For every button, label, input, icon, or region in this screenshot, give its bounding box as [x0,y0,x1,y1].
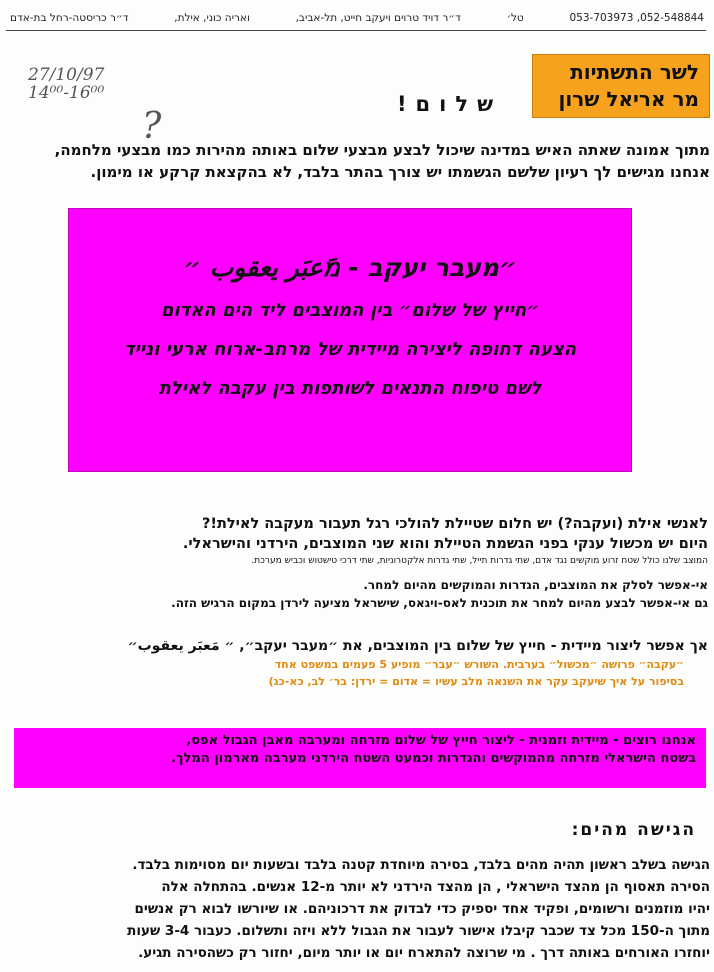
buffer-line-2: בשטח הישראלי מזרחה מהמוקשים והגדרות וכמעט השטח הירדני מערבה מארמון המלך. [171,751,696,766]
addressee-box [532,54,710,118]
approach-paragraph [8,854,710,964]
handwritten-time-line: 14⁰⁰-16⁰⁰ [28,83,105,103]
letterhead-names-3: ד״ר דויד טרוים ויעקב חייט, תל-אביב, [295,12,461,24]
approach-line-2: הסירה תאסוף הן מהצד הישראלי , הן מהצד הירדני לא יותר מ-12 אנשים. בהתחלה אלה [161,879,710,895]
dream-line-2: היום יש מכשול ענקי בפני הגשמת הטיילת והוא שני המוצבים, הירדני והישראלי. [182,536,708,552]
proposal-line-3: לשם טיפוח התנאים לשותפות בין עקבה לאילת [158,378,542,399]
greeting: שלום! [396,92,502,116]
buffer-line-1: אנחנו רוצים - מיידית וזמנית - ליצור חייץ של שלום מזרחה ומערבה מאבן הגבול אפס, [186,733,696,748]
approach-line-5: יוחזרו האורחים באותה דרך . מי שרוצה להתארח יום או יותר מיום, יחזור רק כשהסירה תגיע. [138,945,710,961]
proposal-title: ״מעבר יעקב - מَعبَر يعقوب ״ [183,253,517,282]
outpost-details: המוצב שלנו כולל שטח זרוע מוקשים נגד אדם, שתי גדרות תייל, שתי גדרות אלקטרוניות, שתי דרכי טישטוש וכביש מערכת. [251,556,708,566]
letterhead-names-2: ואריה כוני, אילת, [174,12,250,24]
addressee-title: לשר התשתיות [570,60,699,84]
letterhead-phones: 053-703973 ,052-548844 [569,12,704,24]
addressee-name: מר אריאל שרון [558,87,699,111]
intro-line-1: מתוך אמונה שאתה האיש במדינה שיכול לבצע מבצעי שלום באותה מהירות כמו מבצעי מלחמה, [54,141,710,159]
intro-paragraph [8,139,710,183]
letterhead-phone-label: טל׳ [506,12,524,24]
dream-section [8,514,708,612]
section-heading-approach: הגישה מהים: [571,820,696,840]
proposal-line-1: ״חייץ של שלום״ בין המוצבים ליד הים האדום [160,300,540,321]
etymology-line-1: ״עקבה״ פרושה ״מכשול״ בערבית. השורש ״עבר״ מופיע 5 פעמים במשפט אחד [274,658,684,671]
handwritten-date-line: 27/10/97 [28,65,105,85]
etymology-note [6,656,684,690]
approach-line-1: הגישה בשלב ראשון תהיה מהים בלבד, בסירה מיוחדת קטנה בלבד ובשעות יום מסוימות בלבד. [132,857,710,873]
letterhead [10,8,704,28]
approach-line-3: יהיו מוזמנים ורשומים, ופקיד אחד יספיק כדי לבדוק את דרכוניהם. או שיורשו לבוא רק אנשים [134,901,710,917]
proposal-box [68,208,632,472]
handwritten-date [28,66,104,102]
dream-line-4: גם אי-אפשר לבצע מהיום למחר את תוכנית לאס-ויגאס, שישראל מציעה לירדן במקום הרגיש הזה. [171,596,708,610]
proposal-statement: אך אפשר ליצור מיידית - חייץ של שלום בין המוצבים, את ״מעבר יעקב״, ״ مَعبَر يعقوب״ [127,638,708,654]
intro-line-2: אנחנו מגישים לך רעיון שלשם הגשמתו יש צורך בהתר בלבד, לא בהקצאת קרקע או מימון. [90,163,710,181]
approach-line-4: מתוך ה-150 מכל צד שכבר קיבלו אישור לעבור את הגבול ללא ויזה ותשלום. כעבור 3-4 שעות [127,923,710,939]
header-divider [6,30,706,31]
dream-line-3: אי-אפשר לסלק את המוצבים, הגדרות והמוקשים מהיום למחר. [363,578,708,592]
letterhead-names-1: ד״ר כריסטה-רחל בת-אדם [10,12,129,24]
etymology-line-2: בסיפור על איך שיעקב עקר את השנאה מלב עשיו = אדום = ירדן: בר׳ לב, כא-כג) [268,675,684,688]
dream-line-1: לאנשי אילת (ועקבה?) יש חלום שטיילת להולכי רגל תעבור מעקבה לאילת!? [201,516,708,532]
proposal-line-2: הצעה דחופה ליצירה מיידית של מרחב-ארוח ארעי ונייד [123,339,577,360]
handwritten-question-mark: ? [142,106,162,147]
buffer-zone-strip [14,728,706,788]
